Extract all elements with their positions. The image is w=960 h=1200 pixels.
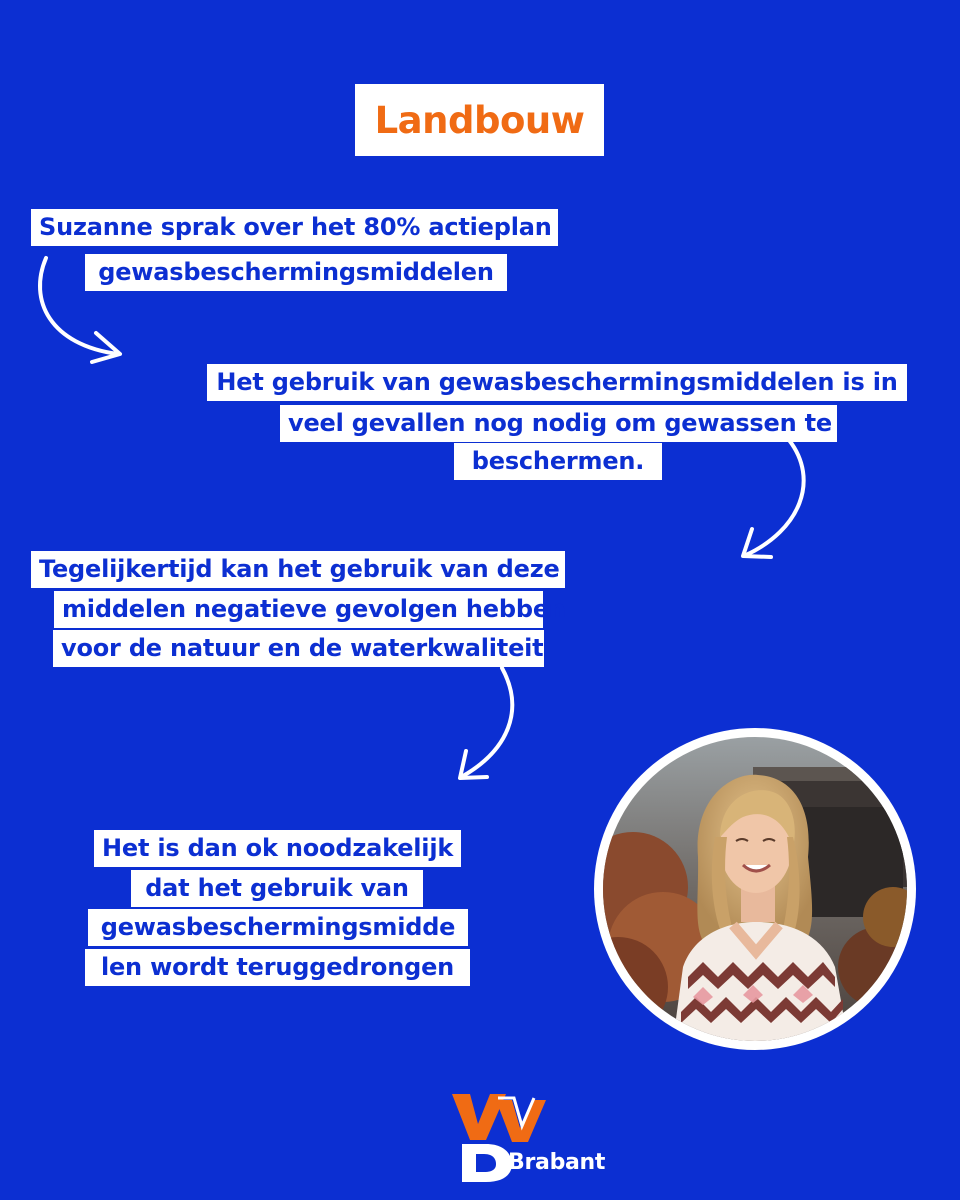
text-line: len wordt teruggedrongen bbox=[85, 949, 470, 986]
text-line: beschermen. bbox=[454, 443, 662, 480]
text-line: gewasbeschermingsmidde bbox=[88, 909, 468, 946]
text-line: veel gevallen nog nodig om gewassen te bbox=[280, 405, 837, 442]
text-line: Suzanne sprak over het 80% actieplan bbox=[31, 209, 558, 246]
text-line: middelen negatieve gevolgen hebben bbox=[54, 591, 543, 628]
text-line: dat het gebruik van bbox=[131, 870, 423, 907]
text-line: voor de natuur en de waterkwaliteit bbox=[53, 630, 544, 667]
curved-arrow-icon bbox=[746, 440, 804, 555]
curved-arrow-icon bbox=[463, 668, 512, 776]
logo-region-text: Brabant bbox=[508, 1150, 606, 1175]
text-line: Het is dan ok noodzakelijk bbox=[94, 830, 461, 867]
speaker-photo bbox=[594, 728, 916, 1050]
text-line: gewasbeschermingsmiddelen bbox=[85, 254, 507, 291]
text-line: Tegelijkertijd kan het gebruik van deze bbox=[31, 551, 565, 588]
text-line: Het gebruik van gewasbeschermingsmiddelen is in bbox=[207, 364, 907, 401]
page-title: Landbouw bbox=[374, 98, 585, 142]
speaker-photo-illustration bbox=[603, 737, 907, 1041]
